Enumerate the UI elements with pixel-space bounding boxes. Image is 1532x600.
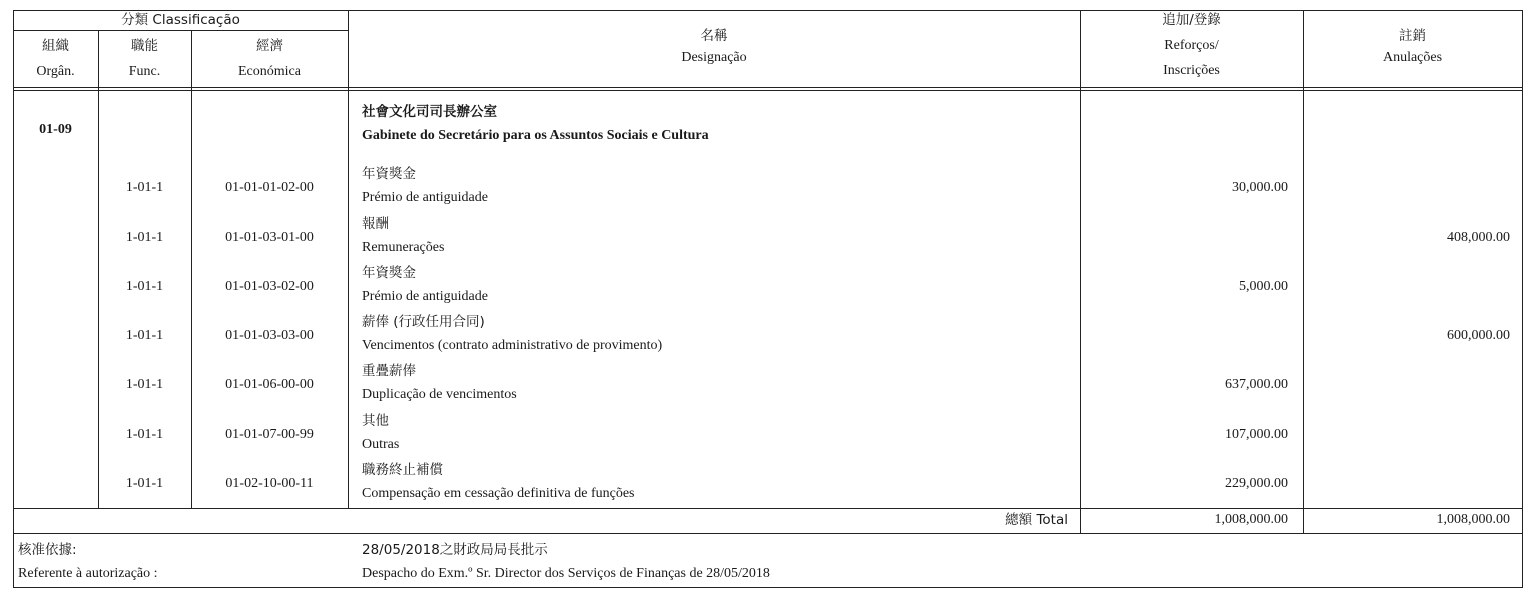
classification-header: 分類 Classificação xyxy=(121,12,240,28)
func-code: 1-01-1 xyxy=(125,180,164,195)
authorization-text-zh: 28/05/2018之財政局局長批示 xyxy=(362,542,548,558)
reforco-value: 637,000.00 xyxy=(1225,377,1288,392)
func-code: 1-01-1 xyxy=(125,427,164,442)
designation-pt: Vencimentos (contrato administrativo de provimento) xyxy=(362,338,663,353)
organ-header-pt: Orgân. xyxy=(36,64,75,79)
designation-pt: Duplicação de vencimentos xyxy=(362,387,517,402)
designation-zh: 報酬 xyxy=(362,216,389,232)
econ-code: 01-01-07-00-99 xyxy=(225,427,314,442)
econ-header-pt: Económica xyxy=(238,64,301,79)
rule-bottom xyxy=(13,587,1523,588)
designation-zh: 重疊薪俸 xyxy=(362,363,416,379)
reforcos-header-pt-2: Inscrições xyxy=(1163,63,1220,78)
rule-right xyxy=(1522,10,1523,588)
econ-code: 01-01-03-03-00 xyxy=(225,328,314,343)
rule-top xyxy=(13,10,1523,11)
designation-zh: 其他 xyxy=(362,413,389,429)
func-code: 1-01-1 xyxy=(125,230,164,245)
authorization-label-zh: 核准依據: xyxy=(18,542,77,558)
total-reforcos: 1,008,000.00 xyxy=(1214,512,1288,527)
econ-code: 01-01-01-02-00 xyxy=(225,180,314,195)
authorization-text-pt: Despacho do Exm.º Sr. Director dos Serviços de Finanças de 28/05/2018 xyxy=(362,566,770,581)
designation-zh: 年資獎金 xyxy=(362,265,416,281)
designation-zh: 職務終止補償 xyxy=(362,462,443,478)
econ-code: 01-01-03-02-00 xyxy=(225,279,314,294)
rule-left xyxy=(13,10,14,588)
reforco-value: 107,000.00 xyxy=(1225,427,1288,442)
designation-header-pt: Designação xyxy=(681,50,747,65)
rule-header-bottom-2 xyxy=(13,90,1523,91)
organ-name-zh: 社會文化司司長辦公室 xyxy=(362,104,497,120)
econ-code: 01-01-06-00-00 xyxy=(225,377,314,392)
func-code: 1-01-1 xyxy=(125,377,164,392)
rule-col-reforcos xyxy=(1080,10,1081,534)
anulacao-value: 600,000.00 xyxy=(1447,328,1510,343)
func-code: 1-01-1 xyxy=(125,476,164,491)
rule-total-bottom xyxy=(13,533,1523,534)
rule-col-designation xyxy=(348,10,349,509)
anulacoes-header-pt: Anulações xyxy=(1382,50,1443,65)
econ-code: 01-01-03-01-00 xyxy=(225,230,314,245)
total-label: 總額 Total xyxy=(1005,512,1068,528)
organ-header-zh: 組織 xyxy=(42,38,69,54)
reforco-value: 5,000.00 xyxy=(1239,279,1288,294)
organ-code: 01-09 xyxy=(39,122,72,137)
reforcos-header-zh: 追加/登錄 xyxy=(1162,12,1221,28)
econ-header-zh: 經濟 xyxy=(256,38,283,54)
designation-zh: 年資獎金 xyxy=(362,166,416,182)
designation-pt: Prémio de antiguidade xyxy=(362,289,488,304)
designation-pt: Compensação em cessação definitiva de funções xyxy=(362,486,635,501)
anulacao-value: 408,000.00 xyxy=(1447,230,1510,245)
rule-col-anulacoes xyxy=(1303,10,1304,534)
authorization-label-pt: Referente à autorização : xyxy=(18,566,158,581)
organ-name-pt: Gabinete do Secretário para os Assuntos Sociais e Cultura xyxy=(362,128,709,143)
econ-code: 01-02-10-00-11 xyxy=(225,476,314,491)
reforcos-header-pt-1: Reforços/ xyxy=(1164,38,1219,53)
rule-body-bottom xyxy=(13,508,1523,509)
designation-zh: 薪俸 (行政任用合同) xyxy=(362,314,485,330)
func-code: 1-01-1 xyxy=(125,279,164,294)
rule-classification-sub xyxy=(13,30,348,31)
reforco-value: 30,000.00 xyxy=(1232,180,1288,195)
func-header-zh: 職能 xyxy=(131,38,158,54)
designation-pt: Outras xyxy=(362,437,400,452)
designation-pt: Prémio de antiguidade xyxy=(362,190,488,205)
total-anulacoes: 1,008,000.00 xyxy=(1436,512,1510,527)
rule-header-bottom-1 xyxy=(13,87,1523,88)
func-code: 1-01-1 xyxy=(125,328,164,343)
designation-header-zh: 名稱 xyxy=(700,28,728,44)
reforco-value: 229,000.00 xyxy=(1225,476,1288,491)
designation-pt: Remunerações xyxy=(362,240,445,255)
anulacoes-header-zh: 註銷 xyxy=(1399,28,1426,44)
func-header-pt: Func. xyxy=(128,64,161,79)
